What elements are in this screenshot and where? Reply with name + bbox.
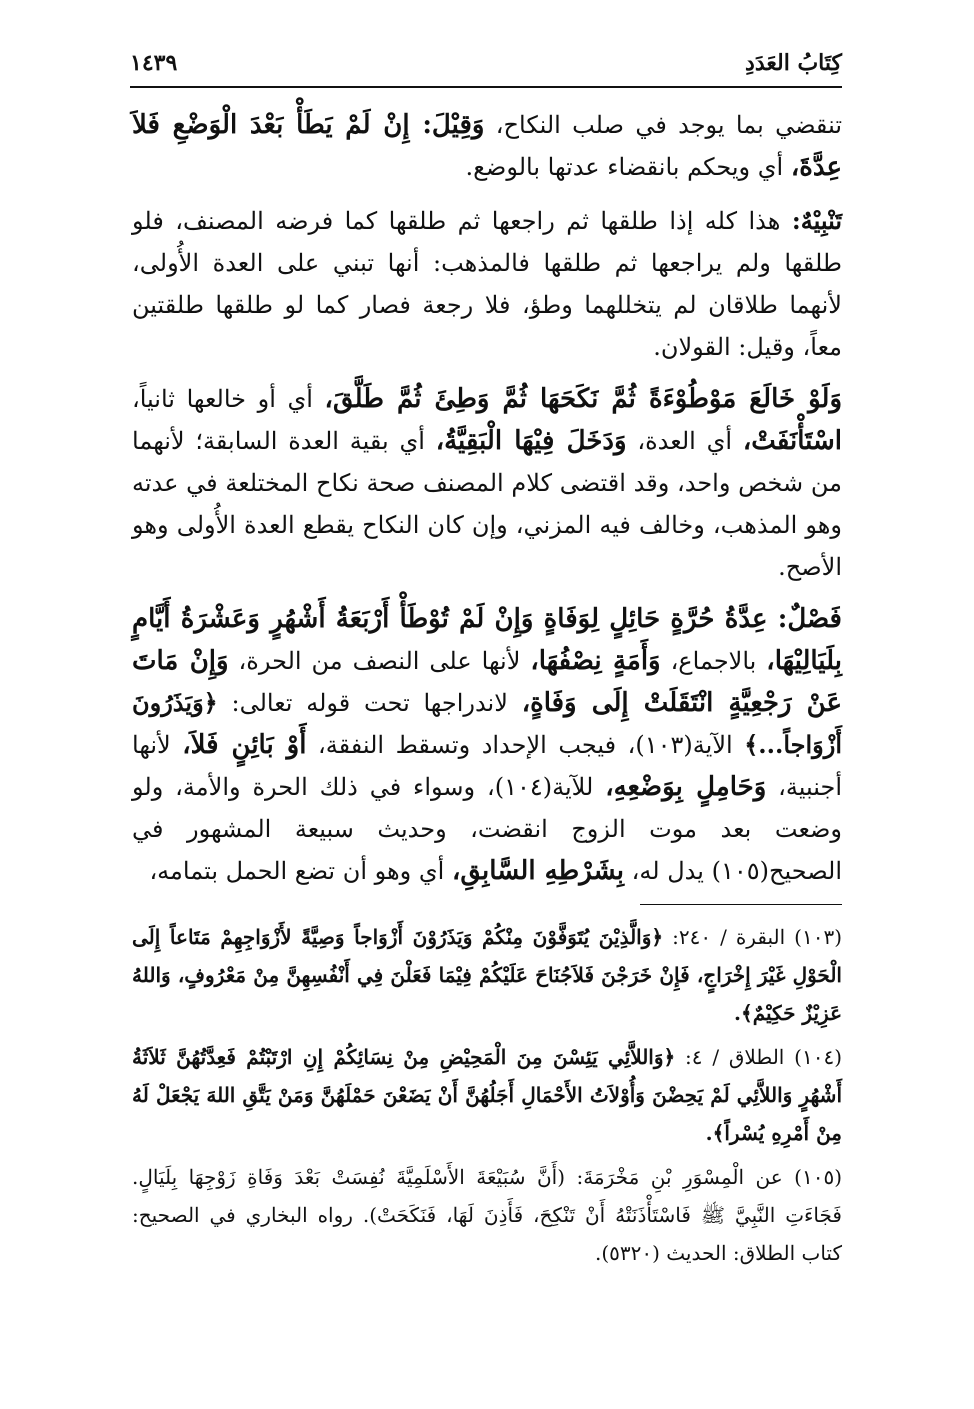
matn-text: وَقِيْلَ: إِنْ لَمْ يَطَأْ بَعْدَ الْوَضْعِ فَلاَ عِدَّةَ، (132, 110, 842, 182)
matn-text: وَإِنْ مَاتَ عَنْ رَجْعِيَّةٍ انْتَقَلَتْ إِلَى وَفَاةٍ، (132, 646, 842, 718)
footnotes (132, 918, 842, 1278)
commentary-text: هذا كله إذا طلقها ثم راجعها ثم طلقها كما فرضه المصنف، فلو طلقها ولم يراجعها ثم طلقها فالمذهب: أنها تبني على العدة الأُولى، لأنهما طلاقان لم يتخللهما وطؤ، فلا رجعة فصار كما لو طلقها طلقتين معاً، وقيل: القولان. (132, 207, 842, 361)
paragraph-1 (132, 104, 842, 188)
commentary-text: أي أو خالعها ثانياً، (132, 385, 313, 413)
footnote-number: (١٠٥) (794, 1165, 843, 1189)
footnote-quote: ﴿وَاللاَّئِي يَئِسْنَ مِنَ الْمَحِيْضِ مِنْ نِسَائِكُمْ إِنِ ارْتَبْتُمْ فَعِدَّتُهُنَّ ثَلاَثَةُ أَشْهُرٍ وَاللاَّئِي لَمْ يَحِضْنَ وَأُوْلاَتُ الأَحْمَالِ أَجَلُهُنَّ أَنْ يَضَعْنَ حَمْلَهُنَّ وَمَنْ يَتَّقِ اللهَ يَجْعَلْ لَهُ مِنْ أَمْرِهِ يُسْراً﴾. (132, 1045, 842, 1145)
matn-text: وَأَمَةٍ نِصْفُهَا، (530, 646, 661, 676)
quran-quote: ﴿وَيَذَرُونَ أَزْوَاجاً...﴾ (132, 688, 842, 759)
matn-text: أَوْ بَائِنٍ فَلاَ، (182, 730, 307, 760)
matn-text: وَدَخَلَ فِيْهَا الْبَقِيَّةُ، (435, 426, 627, 456)
footnote-103 (132, 918, 842, 1032)
commentary-text: بالاجماع، (670, 647, 757, 675)
paragraph-2 (132, 200, 842, 368)
running-header (130, 50, 842, 88)
matn-text: بِشَرْطِهِ السَّابِقِ، (451, 856, 625, 886)
commentary-text: أي وهو أن تضع الحمل بتمامه، (149, 857, 445, 885)
commentary-text: الآية(١٠٣)، فيجب الإحداد وتسقط النفقة، (317, 731, 733, 759)
footnote-number: (١٠٤) (794, 1045, 843, 1069)
commentary-text: للآية(١٠٤)، وسواء في ذلك الحرة والأمة، ولو وضعت بعد موت الزوج انقضت، وحديث سبيعة المشهور في الصحيح(١٠٥) يدل له، (132, 773, 842, 885)
matn-text: وَلَوْ خَالَعَ مَوْطُوْءَةً ثُمَّ نَكَحَهَا ثُمَّ وَطِئَ ثُمَّ طَلَّقَ، (324, 384, 842, 414)
matn-text: اسْتَأْنَفَتْ، (742, 426, 842, 456)
footnote-quote: ﴿وَالَّذِيْنَ يُتَوَفَّوْنَ مِنْكُمْ وَيَذَرُوْنَ أَزْوَاجاً وَصِيَّةً لأَزْوَاجِهِمْ مَتَاعاً إِلَى الْحَوْلِ غَيْرَ إِخْرَاجٍ، فَإِنْ خَرَجْنَ فَلاَجُنَاحَ عَلَيْكُمْ فِيْمَا فَعَلْنَ فِي أَنْفُسِهِنَّ مِنْ مَعْرُوفٍ، وَاللهُ عَزِيْزٌ حَكِيْمٌ﴾. (132, 925, 842, 1025)
commentary-text: لاندراجها تحت قوله تعالى: (231, 689, 508, 717)
paragraph-4 (132, 598, 842, 892)
commentary-text: أي بقية العدة السابقة؛ لأنهما من شخص واحد، وقد اقتضى كلام المصنف صحة نكاح المختلعة في عدته وهو المذهب، وخالف فيه المزني، وإن كان النكاح يقطع العدة الأُولى وهو الأصح. (132, 427, 842, 581)
paragraph-3 (132, 378, 842, 588)
footnote-104 (132, 1038, 842, 1152)
main-text (132, 104, 842, 902)
matn-text: فَصْلٌ: عِدَّةُ حُرَّةٍ حَائِلٍ لِوَفَاةٍ وَإِنْ لَمْ تُوْطَأْ أَرْبَعَةُ أَشْهُرٍ وَعَشْرَةُ أَيَّامٍ بِلَيَالِيْهَا، (132, 604, 842, 676)
commentary-text: أي ويحكم بانقضاء عدتها بالوضع. (465, 153, 784, 181)
commentary-text: لأنها أجنبية، (132, 731, 842, 801)
footnote-105 (132, 1158, 842, 1272)
footnote-reference: الطلاق / ٤: (685, 1045, 785, 1069)
footnote-rest: رواه البخاري في الصحيح: كتاب الطلاق: الحديث (٥٣٢٠). (132, 1203, 842, 1265)
footnote-quote: (أَنَّ سُبَيْعَةَ الأَسْلَمِيَّةَ نُفِسَتْ بَعْدَ وَفَاةِ زَوْجِهَا بِلَيَالٍ. فَجَاءَتِ النَّبِيَّ ﷺ فَاسْتَأْذَنَتْهُ أَنْ تَنْكِحَ، فَأَذِنَ لَهَا، فَنَكَحَتْ). (132, 1165, 842, 1227)
footnote-number: (١٠٣) (794, 925, 842, 949)
page-number: ١٤٣٩ (130, 50, 178, 76)
commentary-text: أي العدة، (637, 427, 733, 455)
commentary-text: تنقضي بما يوجد في صلب النكاح، (495, 111, 842, 139)
notice-label: تَنْبِيْهٌ: (791, 206, 842, 235)
footnote-divider (640, 904, 842, 905)
footnote-reference: البقرة / ٢٤٠: (672, 925, 786, 949)
chapter-title: كِتَابُ العَدَدِ (745, 50, 842, 76)
commentary-text: لأنها على النصف من الحرة، (238, 647, 521, 675)
footnote-reference: عن الْمِسْوَرِ بْنِ مَخْرَمَةَ: (576, 1165, 783, 1189)
matn-text: وَحَامِلٍ بِوَضْعِهِ، (605, 772, 767, 802)
